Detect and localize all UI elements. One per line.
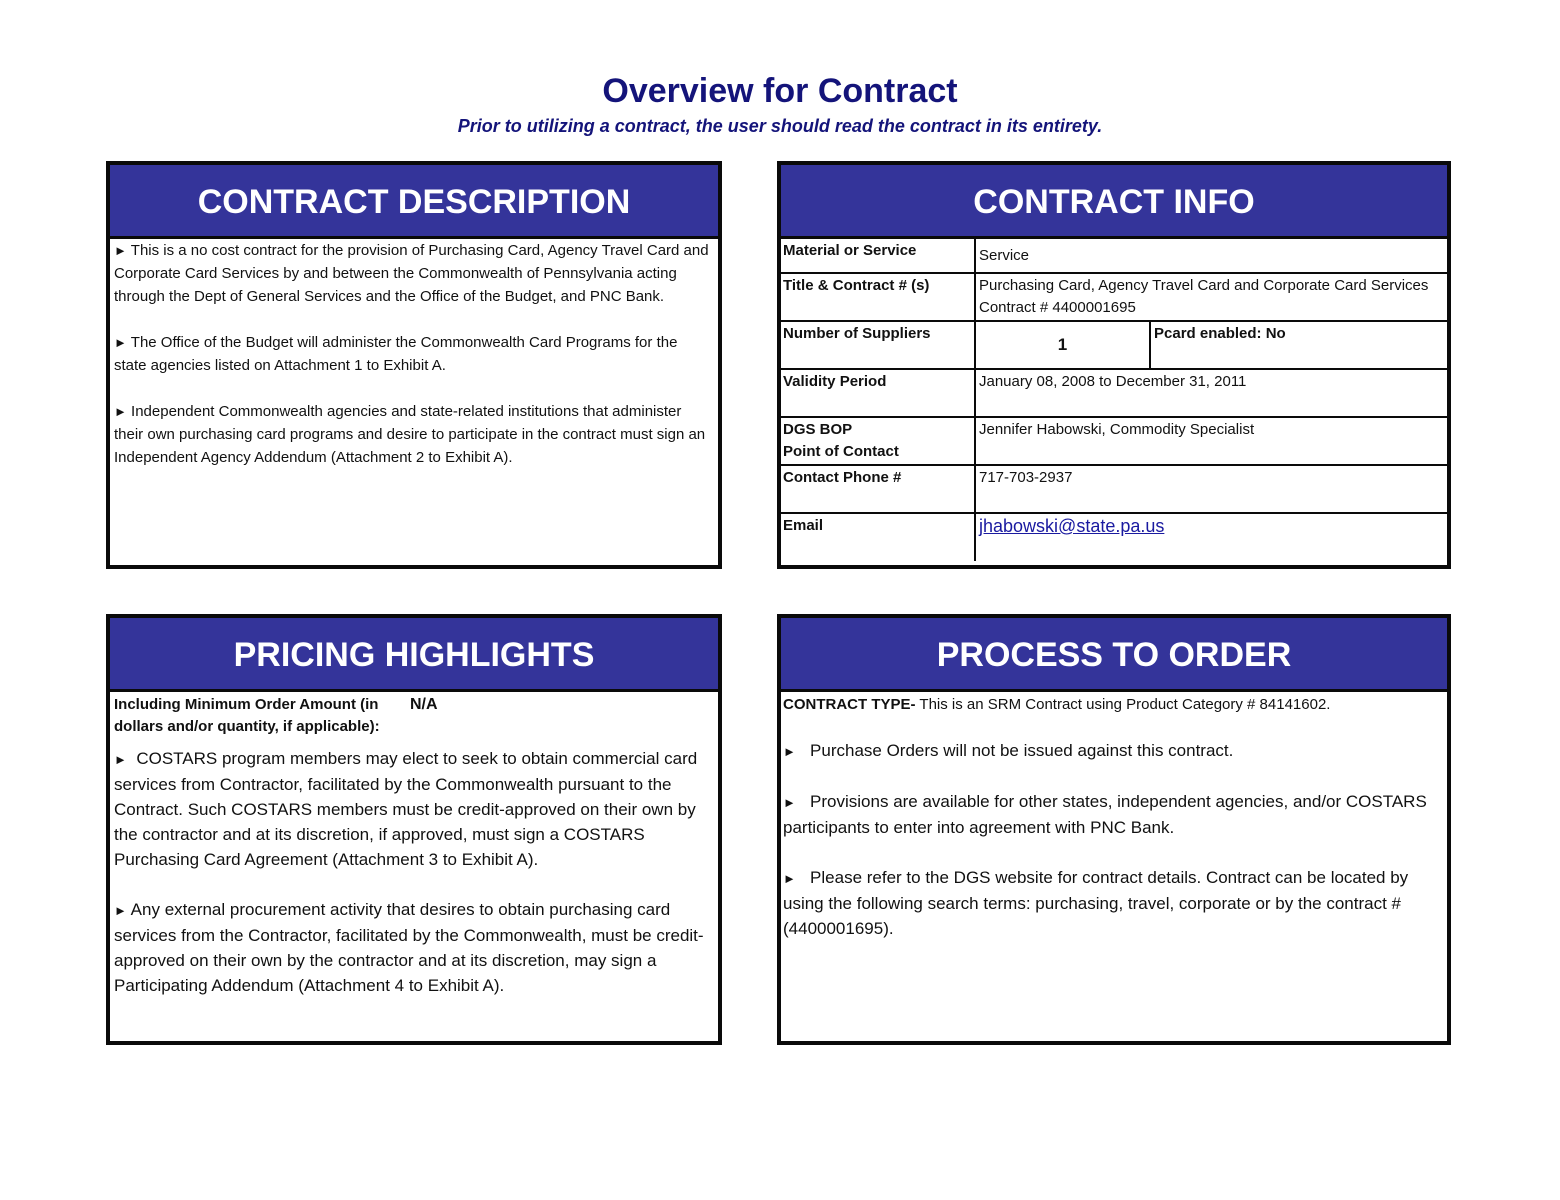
bullet-arrow-icon: ► [783,744,796,759]
bullet-arrow-icon: ► [783,795,796,810]
title-value: Purchasing Card, Agency Travel Card and Corporate Card Services Contract # 4400001695 [975,273,1447,321]
material-label: Material or Service [781,239,975,273]
bullet-arrow-icon: ► [783,871,796,886]
description-paragraph: ► This is a no cost contract for the provision of Purchasing Card, Agency Travel Card and Corporate Card Services by and between the Commonwealth of Pennsylvania acting through the Dept of General Services and the Office of the Budget, and PNC Bank. [114,242,709,305]
poc-label: DGS BOP Point of Contact [781,417,975,465]
info-row-email [781,513,1447,561]
description-paragraph: ► Independent Commonwealth agencies and state-related institutions that administer their own purchasing card programs and desire to participate in the contract must sign an Independent Agency Addendum (Attachment 2 to Exhibit A). [114,403,706,466]
contract-info-table [781,239,1447,561]
pcard-enabled: Pcard enabled: No [1150,321,1447,369]
contract-type-label: CONTRACT TYPE- [783,696,916,713]
info-row-title [781,273,1447,321]
pricing-paragraph: ► Any external procurement activity that desires to obtain purchasing card services from the Contractor, facilitated by the Commonwealth, must be credit-approved on their own by the contractor and at its discretion, may sign a Participating Addendum (Attachment 4 to Exhibit A). [114,900,704,995]
min-order-row [114,694,714,738]
poc-value: Jennifer Habowski, Commodity Specialist [975,417,1447,465]
info-row-validity [781,369,1447,417]
bullet-arrow-icon: ► [114,404,127,419]
min-order-label: Including Minimum Order Amount (in dollars and/or quantity, if applicable): [114,696,380,735]
contract-info-heading: CONTRACT INFO [781,165,1447,239]
material-value: Service [975,239,1447,273]
validity-value: January 08, 2008 to December 31, 2011 [975,369,1447,417]
process-paragraph: ► Purchase Orders will not be issued against this contract. [783,741,1234,760]
process-to-order-panel [777,614,1451,1045]
title-label: Title & Contract # (s) [781,273,975,321]
contract-type-text: This is an SRM Contract using Product Category # 84141602. [919,696,1331,713]
email-label: Email [781,513,975,561]
contract-description-body [110,239,718,469]
bullet-arrow-icon: ► [114,243,127,258]
info-row-phone [781,465,1447,513]
email-cell [975,513,1447,561]
page-title: Overview for Contract [602,72,958,110]
process-to-order-body [781,694,1447,941]
pricing-highlights-panel [106,614,722,1045]
bullet-arrow-icon: ► [114,335,127,350]
email-link[interactable]: jhabowski@state.pa.us [979,516,1165,536]
process-paragraph: ► Provisions are available for other states, independent agencies, and/or COSTARS participants to enter into agreement with PNC Bank. [783,792,1427,837]
contract-info-panel [777,161,1451,569]
contract-description-heading: CONTRACT DESCRIPTION [110,165,718,239]
pricing-paragraph: ► COSTARS program members may elect to seek to obtain commercial card services from Contractor, facilitated by the Commonwealth pursuant to the Contract. Such COSTARS members must be credit-approved on their own by the contractor and at its discretion, if approved, must sign a COSTARS Purchasing Card Agreement (Attachment 3 to Exhibit A). [114,749,698,869]
bullet-arrow-icon: ► [114,903,127,918]
pricing-highlights-heading: PRICING HIGHLIGHTS [110,618,718,692]
min-order-value: N/A [410,696,438,713]
phone-label: Contact Phone # [781,465,975,513]
suppliers-label: Number of Suppliers [781,321,975,369]
info-row-material [781,239,1447,273]
validity-label: Validity Period [781,369,975,417]
bullet-arrow-icon: ► [114,752,127,767]
phone-value: 717-703-2937 [975,465,1447,513]
info-row-suppliers [781,321,1447,369]
process-to-order-heading: PROCESS TO ORDER [781,618,1447,692]
suppliers-value: 1 [975,321,1150,369]
process-paragraph: ► Please refer to the DGS website for contract details. Contract can be located by using the following search terms: purchasing, travel, corporate or by the contract # (4400001695). [783,868,1409,938]
contract-type [783,694,1445,716]
info-row-poc [781,417,1447,465]
pricing-highlights-body [110,694,718,998]
page-subtitle: Prior to utilizing a contract, the user should read the contract in its entirety. [457,116,1103,136]
contract-description-panel [106,161,722,569]
description-paragraph: ► The Office of the Budget will administer the Commonwealth Card Programs for the state agencies listed on Attachment 1 to Exhibit A. [114,334,678,374]
